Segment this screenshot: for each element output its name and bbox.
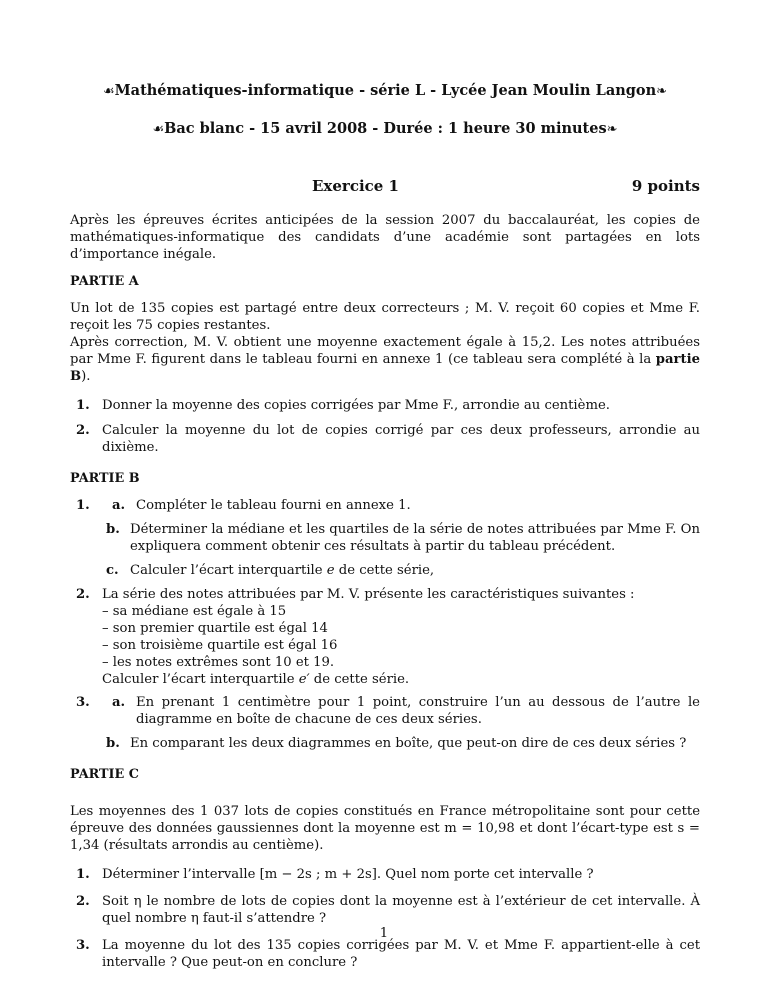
header-line-1: ☙Mathématiques-informatique - série L - Lycée Jean Moulin Langon❧ (102, 82, 668, 99)
part-a-question-1: 1. Donner la moyenne des copies corrigées par Mme F., arrondie au centième. (76, 398, 610, 413)
part-c-question-2: 2. Soit η le nombre de lots de copies dont la moyenne est à l’extérieur de cet intervalle. À quel nombre η faut-il s’attendre ? (76, 894, 700, 926)
header-line-2: ☙Bac blanc - 15 avril 2008 - Durée : 1 heure 30 minutes❧ (152, 120, 618, 137)
part-b-title: PARTIE B (70, 471, 140, 486)
part-b-question-1a: a. Compléter le tableau fourni en annexe 1. (112, 498, 411, 513)
ornament-left-icon: ☙ (102, 84, 115, 99)
part-c-question-3: 3. La moyenne du lot des 135 copies corrigées par M. V. et Mme F. appartient-elle à cet intervalle ? Que peut-on en conclure ? (76, 938, 700, 970)
list-item: – son troisième quartile est égal 16 (102, 638, 338, 653)
part-a-p1: Un lot de 135 copies est partagé entre deux correcteurs ; M. V. reçoit 60 copies et Mme F. reçoit les 75 copies restantes. (70, 301, 700, 333)
list-item: – les notes extrêmes sont 10 et 19. (102, 655, 335, 670)
list-item: – sa médiane est égale à 15 (102, 604, 287, 619)
part-c-intro: Les moyennes des 1 037 lots de copies constitués en France métropolitaine sont pour cette épreuve des données gaussiennes dont la moyenne est m = 10,98 et dont l’écart-type est s = 1,34 (résultats arrondis au centième). (70, 804, 700, 853)
part-b-question-3: 3. a. En prenant 1 centimètre pour 1 point, construire l’un au dessous de l’autre le diagramme en boîte de chacune de ces deux séries. (76, 695, 700, 727)
exercise-title: Exercice 1 (312, 177, 399, 195)
part-b-question-1: 1. a. Compléter le tableau fourni en annexe 1. (76, 497, 700, 514)
intro-paragraph: Après les épreuves écrites anticipées de la session 2007 du baccalauréat, les copies de mathématiques-informatique des candidats d’une académie sont partagées en lots d’importance inégale. (70, 213, 700, 262)
ornament-right-icon: ❧ (656, 84, 668, 99)
part-b-question-1b: b. Déterminer la médiane et les quartiles de la série de notes attribuées par Mme F. On expliquera comment obtenir ces résultats à partir du tableau précédent. (106, 522, 700, 554)
page-number: 1 (379, 926, 389, 941)
part-c-title: PARTIE C (70, 767, 139, 782)
exercise-points: 9 points (631, 177, 700, 195)
list-item: – son premier quartile est égal 14 (102, 621, 328, 636)
part-a-title: PARTIE A (70, 274, 139, 289)
part-b-question-2-end: Calculer l’écart interquartile e′ de cette série. (102, 672, 410, 687)
part-b-question-3b: b. En comparant les deux diagrammes en boîte, que peut-on dire de ces deux séries ? (106, 736, 687, 751)
part-c-question-1: 1. Déterminer l’intervalle [m − 2s ; m + 2s]. Quel nom porte cet intervalle ? (76, 867, 594, 882)
exercise-heading (70, 178, 700, 200)
part-b-question-3a: a. En prenant 1 centimètre pour 1 point, construire l’un au dessous de l’autre le diagramme en boîte de chacune de ces deux séries. (112, 695, 700, 727)
ornament-right-icon: ❧ (606, 122, 618, 137)
part-a-question-2: 2. Calculer la moyenne du lot de copies corrigé par ces deux professeurs, arrondie au dixième. (76, 423, 700, 455)
page (70, 82, 700, 979)
part-b-question-1c: c. Calculer l’écart interquartile e de cette série, (106, 563, 435, 578)
part-a-p2: Après correction, M. V. obtient une moyenne exactement égale à 15,2. Les notes attribuées par Mme F. figurent dans le tableau fourni en annexe 1 (ce tableau sera complété à la partie B). (70, 335, 700, 384)
ornament-left-icon: ☙ (152, 122, 165, 137)
part-b-question-2: 2. La série des notes attribuées par M. V. présente les caractéristiques suivantes : – sa médiane est égale à 15 – son premier quartile est égal 14 – son troisième quartile est égal 16 – les notes extrêmes sont 10 et 19. Calculer l’écart interquartile e′ de cette série. (76, 586, 700, 688)
